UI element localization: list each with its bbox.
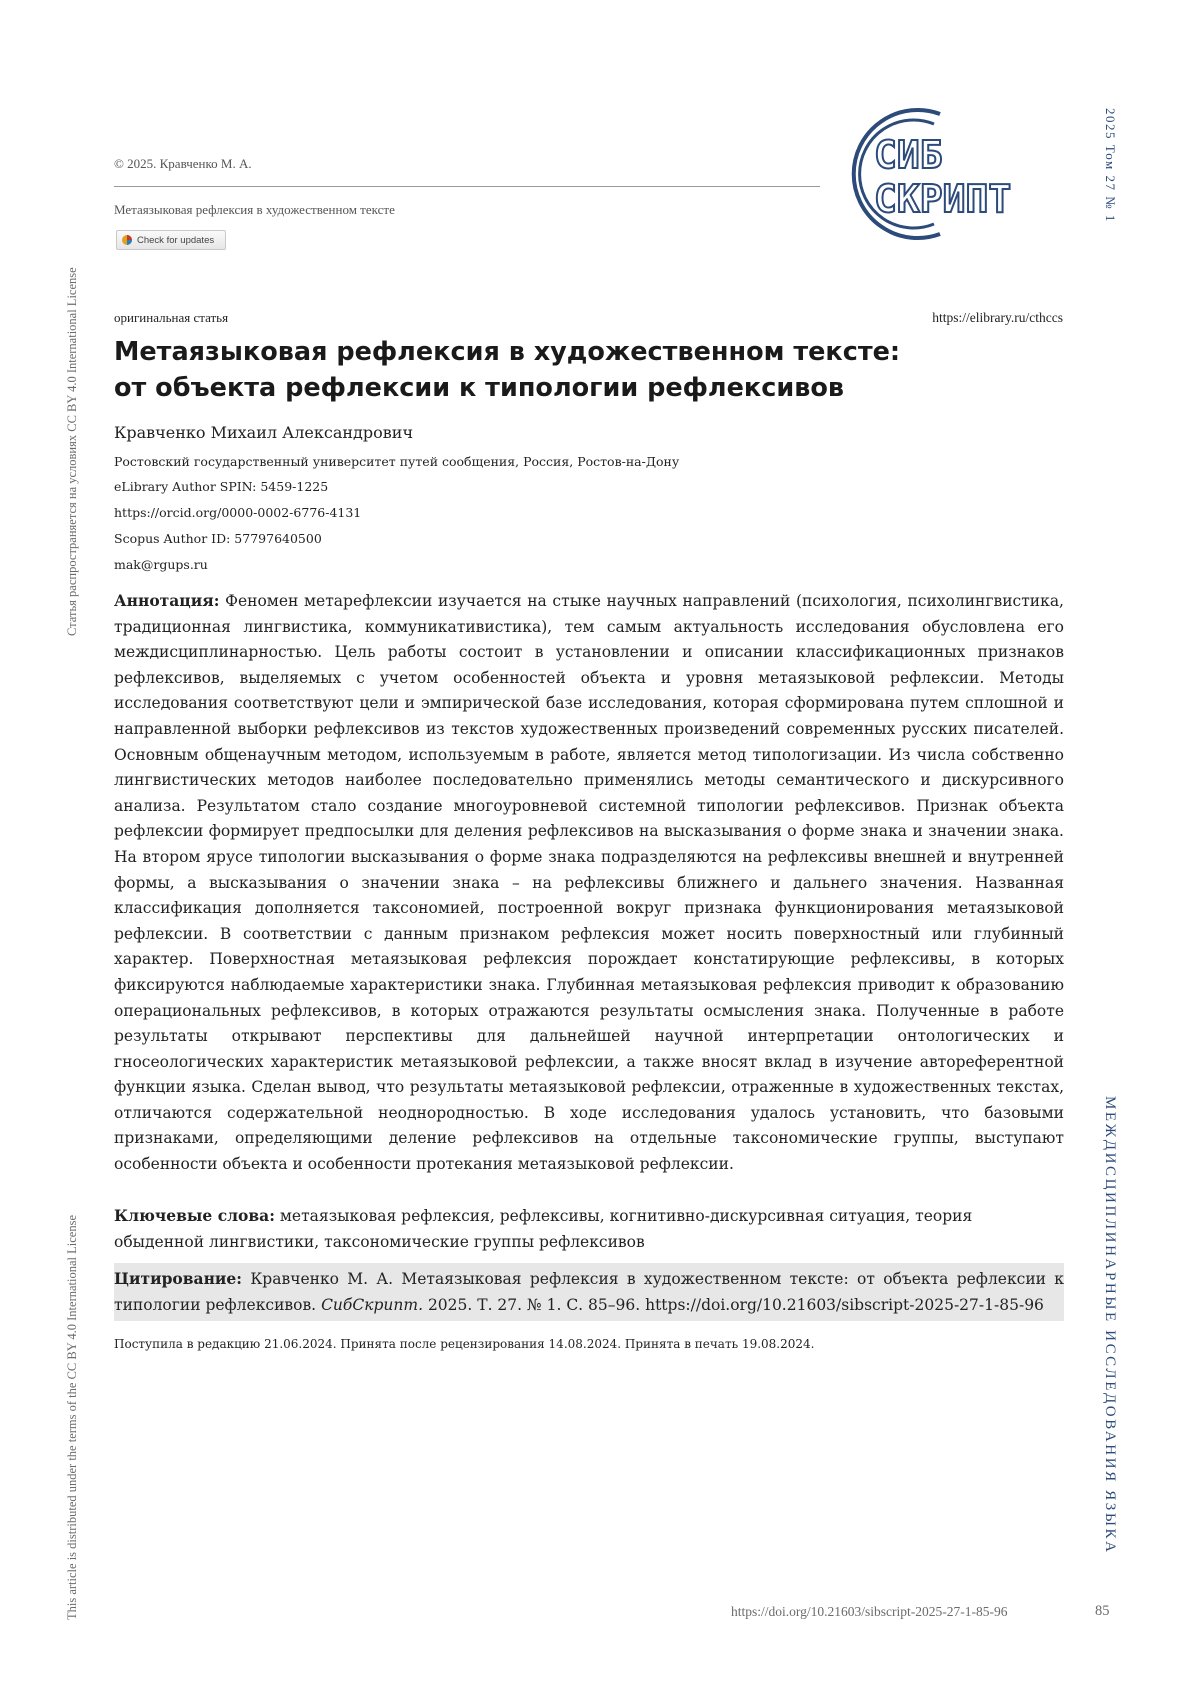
journal-volume-label: 2025 Том 27 № 1 [1102, 108, 1118, 223]
sibscript-logo [836, 106, 1068, 242]
citation-label: Цитирование: [114, 1269, 242, 1288]
header-divider [114, 186, 820, 187]
abstract-label: Аннотация: [114, 591, 219, 610]
article-title [114, 334, 1074, 406]
check-updates-icon [121, 234, 133, 246]
logo-text-line1: СИБ [874, 133, 943, 177]
citation-journal: СибСкрипт. [321, 1296, 423, 1314]
journal-section-label: МЕЖДИСЦИПЛИНАРНЫЕ ИССЛЕДОВАНИЯ ЯЗЫКА [1101, 1096, 1118, 1555]
author-name: Кравченко Михаил Александрович [114, 423, 413, 442]
author-email-link[interactable]: mak@rgups.ru [114, 557, 208, 572]
keywords-text: метаязыковая рефлексия, рефлексивы, когнитивно-дискурсивная ситуация, теория обыденной лингвистики, таксономические группы рефлексивов [114, 1207, 972, 1251]
article-type: оригинальная статья [114, 310, 228, 326]
check-for-updates-button[interactable] [116, 230, 226, 250]
page-number: 85 [1095, 1603, 1110, 1620]
keywords-label: Ключевые слова: [114, 1206, 275, 1225]
citation-box [114, 1263, 1064, 1321]
author-orcid-link[interactable]: https://orcid.org/0000-0002-6776-4131 [114, 505, 361, 520]
license-text-en: This article is distributed under the terms of the CC BY 4.0 International License [65, 1215, 80, 1620]
footer-doi-link[interactable]: https://doi.org/10.21603/sibscript-2025-27-1-85-96 [731, 1604, 1008, 1620]
license-text-ru: Статья распространяется на условиях CC BY 4.0 International License [65, 267, 80, 636]
citation-details: 2025. Т. 27. № 1. С. 85–96. https://doi.org/10.21603/sibscript-2025-27-1-85-96 [428, 1296, 1044, 1314]
author-affiliation: Ростовский государственный университет путей сообщения, Россия, Ростов-на-Дону [114, 454, 679, 469]
author-scopus-id: Scopus Author ID: 57797640500 [114, 531, 322, 546]
keywords [114, 1203, 1064, 1255]
received-dates: Поступила в редакцию 21.06.2024. Принята после рецензирования 14.08.2024. Принята в печать 19.08.2024. [114, 1337, 814, 1351]
abstract-text: Феномен метарефлексии изучается на стыке научных направлений (психология, психолингвистика, традиционная лингвистика, коммуникативистика), тем самым актуальность исследования обусловлена его междисциплинарностью. Цель работы состоит в установлении и описании классификационных признаков рефлексивов, выделяемых с учетом особенностей объекта и уровня метаязыковой рефлексии. Методы исследования соответствуют цели и эмпирической базе исследования, которая сформирована путем сплошной и направленной выборки рефлексивов из текстов художественных произведений современных русских писателей. Основным общенаучным методом, используемым в работе, является метод типологизации. Из числа собственно лингвистических методов наиболее последовательно применялись методы семантического и дискурсивного анализа. Результатом стало создание многоуровневой системной типологии рефлексивов. Признак объекта рефлексии формирует предпосылки для деления рефлексивов на высказывания о форме знака и значении знака. На втором ярусе типологии высказывания о форме знака подразделяются на рефлексивы внешней и внутренней формы, а высказывания о значении знака – на рефлексивы ближнего и дальнего значения. Названная классификация дополняется таксономией, построенной вокруг признака функционирования метаязыковой рефлексии. В соответствии с данным признаком рефлексия может носить поверхностный или глубинный характер. Поверхностная метаязыковая рефлексия порождает констатирующие рефлексивы, в которых фиксируются наблюдаемые характеристики знака. Глубинная метаязыковая рефлексия приводит к образованию операциональных рефлексивов, в которых отражаются результаты осмысления знака. Полученные в работе результаты открывают перспективы для дальнейшей научной интерпретации онтологических и гносеологических характеристик метаязыковой рефлексии, а также вносят вклад в изучение автореферентной функции языка. Сделан вывод, что результаты метаязыковой рефлексии, отраженные в художественных текстах, отличаются содержательной неоднородностью. В ходе исследования удалось установить, что базовыми признаками, определяющими деление рефлексивов на отдельные таксономические группы, выступают особенности объекта и особенности протекания метаязыковой рефлексии. [114, 592, 1064, 1173]
author-spin: eLibrary Author SPIN: 5459-1225 [114, 479, 328, 494]
title-line-1: Метаязыковая рефлексия в художественном тексте: [114, 337, 900, 367]
citation-text: Кравченко М. А. Метаязыковая рефлексия в художественном тексте: от объекта рефлексии к типологии рефлексивов. [114, 1270, 1064, 1314]
running-title: Метаязыковая рефлексия в художественном тексте [114, 202, 395, 218]
elibrary-link[interactable]: https://elibrary.ru/cthccs [932, 310, 1063, 326]
check-updates-label: Check for updates [137, 235, 214, 246]
abstract [114, 588, 1064, 1178]
logo-text-line2: СКРИПТ [874, 177, 1011, 221]
copyright-line: © 2025. Кравченко М. А. [114, 156, 252, 172]
title-line-2: от объекта рефлексии к типологии рефлексивов [114, 373, 844, 403]
